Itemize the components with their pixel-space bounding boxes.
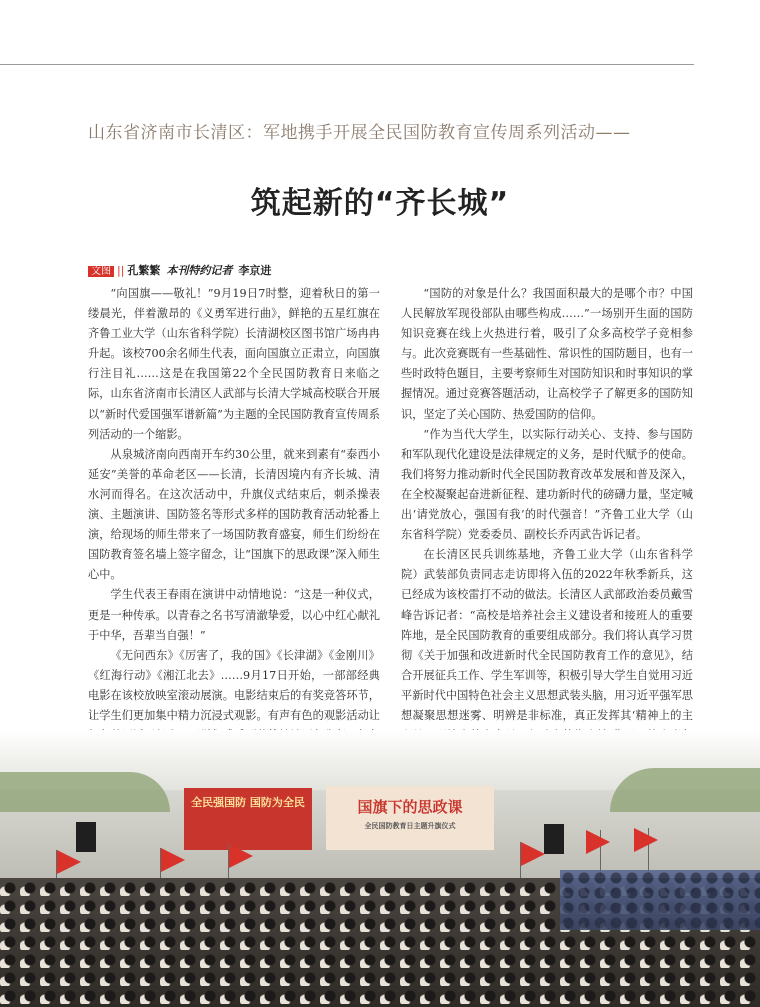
photo-red-flag (586, 830, 610, 854)
byline-separator: || (117, 264, 125, 277)
photo-red-flag (161, 848, 185, 872)
paragraph: 从泉城济南向西南开车约30公里，就来到素有“泰西小延安”美誉的革命老区——长清，长清因境内有齐长城、清水河而得名。在这次活动中，升旗仪式结束后，刺杀操表演、主题演讲、国防签名等形式多样的国防教育活动轮番上演，给现场的师生带来了一场国防教育盛宴，师生们纷纷在国防教育签名墙上签字留念，让“国旗下的思政课”深入师生心中。 (88, 447, 380, 582)
paragraph: 学生代表王春雨在演讲中动情地说：“这是一种仪式，更是一种传承。以青春之名书写清澈挚爱，以心中红心献礼于中华，吾辈当自强！” (88, 588, 380, 642)
photo-banner-left: 全民强国防 国防为全民 (184, 788, 312, 850)
paragraph: “作为当代大学生，以实际行动关心、支持、参与国防和军队现代化建设是法律规定的义务，是时代赋予的使命。我们将努力推动新时代全民国防教育改革发展和普及深入，在全校凝聚起奋进新征程、建功新时代的磅礴力量，坚定喊出‘请党放心，强国有我’的时代强音！”齐鲁工业大学（山东省科学院）党委委员、副校长乔丙武告诉记者。 (401, 427, 693, 542)
kicker-subtitle: 山东省济南市长清区：军地携手开展全民国防教育宣传周系列活动—— (88, 123, 631, 143)
paragraph: 《无问西东》《厉害了，我的国》《长津湖》《金刚川》《红海行动》《湘江北去》……9月17日开始，一部部经典电影在该校放映室滚动展演。电影结束后的有奖竞答环节，让学生们更加集中精力沉浸式观影。有声有色的观影活动让 (88, 648, 380, 722)
banner-subtitle: 全民国防教育日主题升旗仪式 (364, 822, 456, 830)
photo-crowd-uniformed (560, 870, 760, 930)
photo-banner-center (326, 786, 494, 850)
byline (88, 262, 271, 278)
author-role: 本刊特约记者 (166, 264, 233, 277)
paragraph-text: 在长清区民兵训练基地，齐鲁工业大学（山东省科学院）武装部负责同志走访即将入伍的2022年秋季新兵，这已经成为该校雷打不动的做法。长清区人武部政治委员戴雪峰告诉记者：“高校是培养社会主义建设者和接班人的重要阵地，是全民国防教育的重要组成部分。我们将认真学习贯彻《关于加强和改进新时代全民国防教育工作的意见》，结合开展征兵工作、学生军训等，积极引导大学生自觉用习近平新时代中国特色社会主义思想武装头脑，用习近平强军思想凝聚思想迷雾、明辨是非标准，真正发挥其‘精神上的主 (401, 548, 693, 722)
paragraph: “国防的对象是什么？我国面积最大的是哪个市？中国人民解放军现役部队由哪些构成……”一场别开生面的国防知识竞赛在线上火热进行着，吸引了众多高校学子竞相参与。此次竞赛既有一些基础性、常识性的国防题目，也有一些时政特色题目，主要考察师生对国防知识和时事知识的掌握情况。通过竞赛答题活动，让高校学子了解更多的国防知识，坚定了关心国防、热爱国防的信仰。 (401, 287, 693, 421)
top-rule (0, 64, 694, 65)
banner-title: 国旗下的思政课 (357, 798, 463, 816)
photo-red-flag (229, 844, 253, 868)
column-left (88, 284, 380, 766)
author-name: 孔繁繁 (127, 264, 161, 277)
photo-hedge-left (0, 772, 170, 812)
photo-red-flag (57, 850, 81, 874)
byline-tag: 文图 (88, 266, 114, 277)
author-name-2: 李京进 (238, 264, 272, 277)
photo-speaker-left (76, 822, 96, 852)
photo-red-flag (634, 828, 658, 852)
photo-hedge-right (610, 768, 760, 812)
article-title: 筑起新的“齐长城” (250, 186, 510, 221)
paragraph: “向国旗——敬礼！”9月19日7时整，迎着秋日的第一缕晨光，伴着激昂的《义勇军进行曲》，鲜艳的五星红旗在齐鲁工业大学（山东省科学院）长清湖校区图书馆广场冉冉升起。该校700余名师生代表，面向国旗立正肃立，向国旗行注目礼……这是在我国第22个全民国防教育日来临之际，山东省济南市长清区人武部与长清大学城高校联合开展以“新时代爱国强军谱新篇”为主题的全民国防教育宣传周系列活动的一个缩影。 (88, 287, 380, 441)
photo-speaker-right (544, 824, 564, 854)
photo-red-flag (521, 842, 545, 866)
column-right (401, 284, 693, 766)
ceremony-photo (0, 730, 760, 1007)
